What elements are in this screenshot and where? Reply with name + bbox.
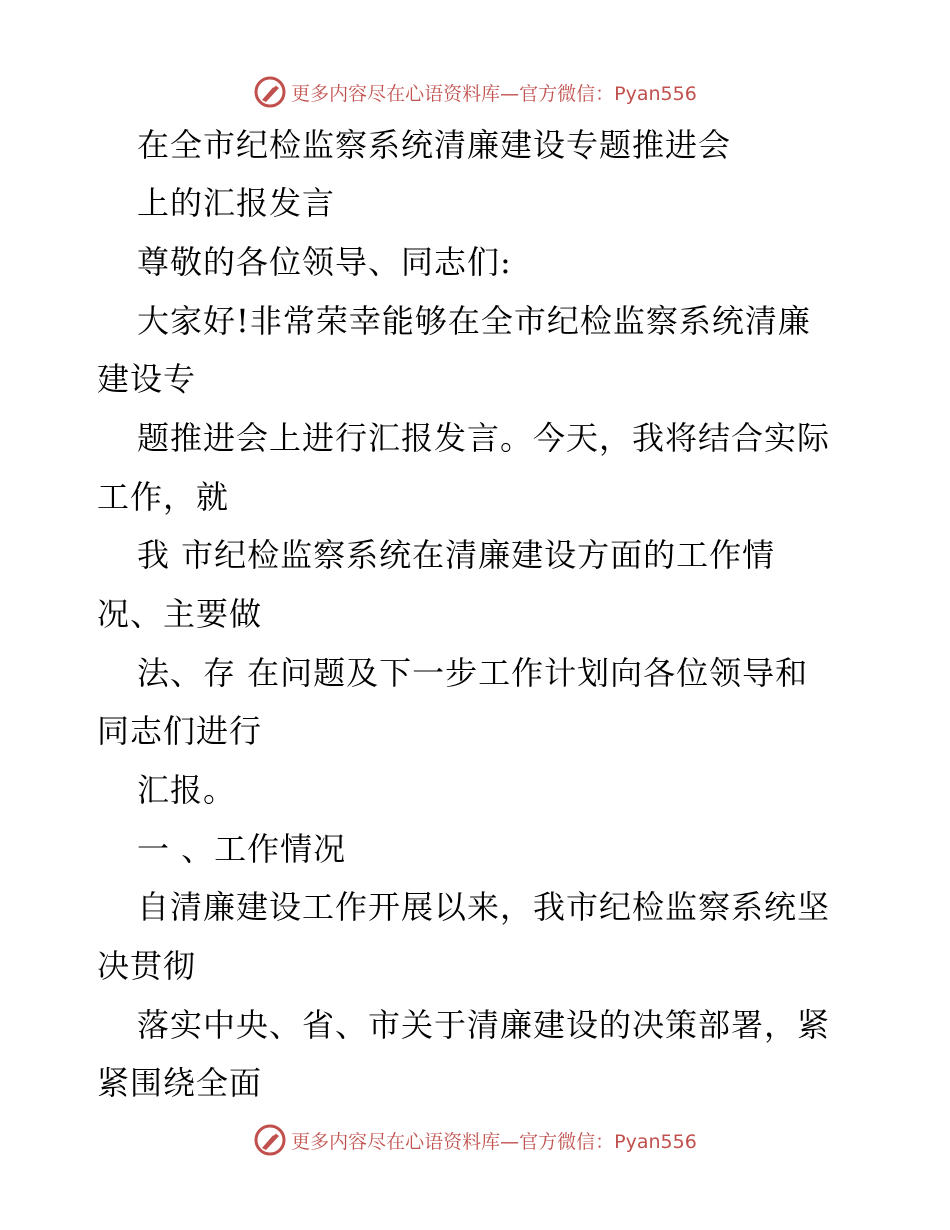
document-title-line-1: 在全市纪检监察系统清廉建设专题推进会 bbox=[137, 126, 732, 164]
red-circle-pen-logo-icon bbox=[253, 75, 287, 109]
paragraph-line: 题推进会上进行汇报发言。今天，我将结合实际 bbox=[137, 419, 831, 457]
document-title-line-2: 上的汇报发言 bbox=[137, 184, 336, 222]
section-heading: 一 、工作情况 bbox=[137, 830, 347, 868]
paragraph-line: 工作，就 bbox=[97, 478, 230, 516]
paragraph-line: 我 市纪检监察系统在清廉建设方面的工作情 bbox=[137, 536, 776, 574]
salutation: 尊敬的各位领导、同志们: bbox=[137, 243, 512, 281]
paragraph-line: 大家好!非常荣幸能够在全市纪检监察系统清廉 bbox=[137, 302, 811, 340]
paragraph-line: 自清廉建设工作开展以来，我市纪检监察系统坚 bbox=[137, 888, 831, 926]
paragraph-line: 落实中央、省、市关于清廉建设的决策部署，紧 bbox=[137, 1006, 831, 1044]
paragraph-line: 汇报。 bbox=[137, 771, 237, 809]
header-banner-text: 更多内容尽在心语资料库—官方微信：Pyan556 bbox=[291, 82, 697, 105]
paragraph-line: 决贯彻 bbox=[97, 947, 197, 985]
header-banner bbox=[0, 72, 950, 112]
paragraph-line: 建设专 bbox=[97, 360, 197, 398]
paragraph-line: 同志们进行 bbox=[97, 712, 263, 750]
paragraph-line: 况、主要做 bbox=[97, 595, 263, 633]
red-circle-pen-logo-icon bbox=[253, 1123, 287, 1157]
footer-banner-text: 更多内容尽在心语资料库—官方微信：Pyan556 bbox=[291, 1130, 697, 1153]
paragraph-line: 紧围绕全面 bbox=[97, 1064, 263, 1102]
paragraph-line: 法、存 在问题及下一步工作计划向各位领导和 bbox=[137, 654, 809, 692]
footer-banner bbox=[0, 1120, 950, 1160]
